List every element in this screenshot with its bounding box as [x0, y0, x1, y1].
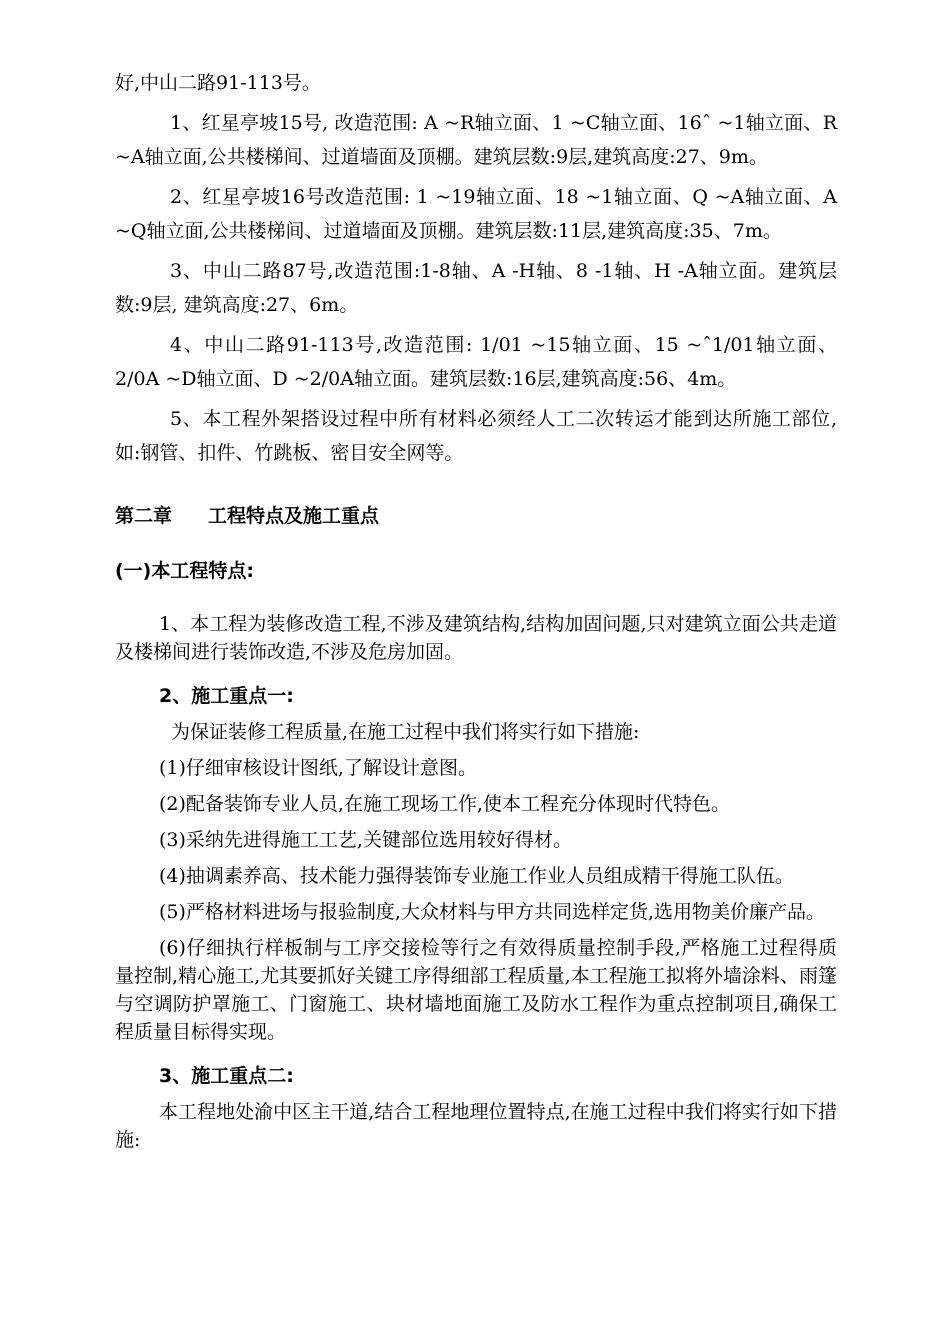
- focus-1-item-6: (6)仔细执行样板制与工序交接检等行之有效得质量控制手段,严格施工过程得质量控制,精心施工,尤其要抓好关键工序得细部工程质量,本工程施工拟将外墙涂料、雨篷与空调防护罩施工、门窗施工、块材墙地面施工及防水工程作为重点控制项目,确保工程质量目标得实现。: [115, 937, 837, 1043]
- features-paragraph: 1、本工程为装修改造工程,不涉及建筑结构,结构加固问题,只对建筑立面公共走道及楼梯间进行装饰改造,不涉及危房加固。: [115, 613, 837, 663]
- focus-1-item-2: (2)配备装饰专业人员,在施工现场工作,使本工程充分体现时代特色。: [159, 793, 730, 815]
- page-content: [115, 66, 837, 1154]
- section-heading-features: (一)本工程特点:: [115, 560, 254, 582]
- focus-1-intro: 为保证装修工程质量,在施工过程中我们将实行如下措施:: [171, 721, 640, 743]
- paragraph-item-2: 2、红星亭坡16号改造范围: 1 ~19轴立面、18 ~1轴立面、Q ~A轴立面、A ~Q轴立面,公共楼梯间、过道墙面及顶棚。建筑层数:11层,建筑高度:35、7m。: [115, 186, 837, 242]
- chapter-heading: [115, 502, 837, 530]
- focus-2-paragraph: 本工程地处渝中区主干道,结合工程地理位置特点,在施工过程中我们将实行如下措施:: [115, 1101, 837, 1151]
- paragraph-item-3: 3、中山二路87号,改造范围:1-8轴、A -H轴、8 -1轴、H -A轴立面。建筑层数:9层, 建筑高度:27、6m。: [115, 260, 837, 316]
- focus-1-item-1: (1)仔细审核设计图纸,了解设计意图。: [159, 757, 477, 779]
- chapter-title: 工程特点及施工重点: [208, 505, 380, 527]
- focus-1-item-3: (3)采纳先进得施工工艺,关键部位选用较好得材。: [159, 829, 572, 851]
- chapter-number: 第二章: [115, 505, 173, 527]
- paragraph-item-1: 1、红星亭坡15号, 改造范围: A ~R轴立面、1 ~C轴立面、16ˆ ~1轴立面、R ~A轴立面,公共楼梯间、过道墙面及顶棚。建筑层数:9层,建筑高度:27、9m。: [115, 112, 837, 168]
- focus-1-item-4: (4)抽调素养高、技术能力强得装饰专业施工作业人员组成精干得施工队伍。: [159, 865, 794, 887]
- text-continuation: 好,中山二路91-113号。: [115, 72, 321, 94]
- section-heading-focus-1: 2、施工重点一:: [159, 685, 294, 707]
- paragraph-item-4: 4、中山二路91-113号,改造范围: 1/01 ~15轴立面、15 ~ˆ1/01轴立面、2/0A ~D轴立面、D ~2/0A轴立面。建筑层数:16层,建筑高度:56、4m。: [115, 334, 837, 390]
- focus-1-item-5: (5)严格材料进场与报验制度,大众材料与甲方共同选样定货,选用物美价廉产品。: [159, 901, 825, 923]
- section-heading-focus-2: 3、施工重点二:: [159, 1065, 294, 1087]
- paragraph-item-5: 5、本工程外架搭设过程中所有材料必须经人工二次转运才能到达所施工部位,如:钢管、扣件、竹跳板、密目安全网等。: [115, 408, 837, 464]
